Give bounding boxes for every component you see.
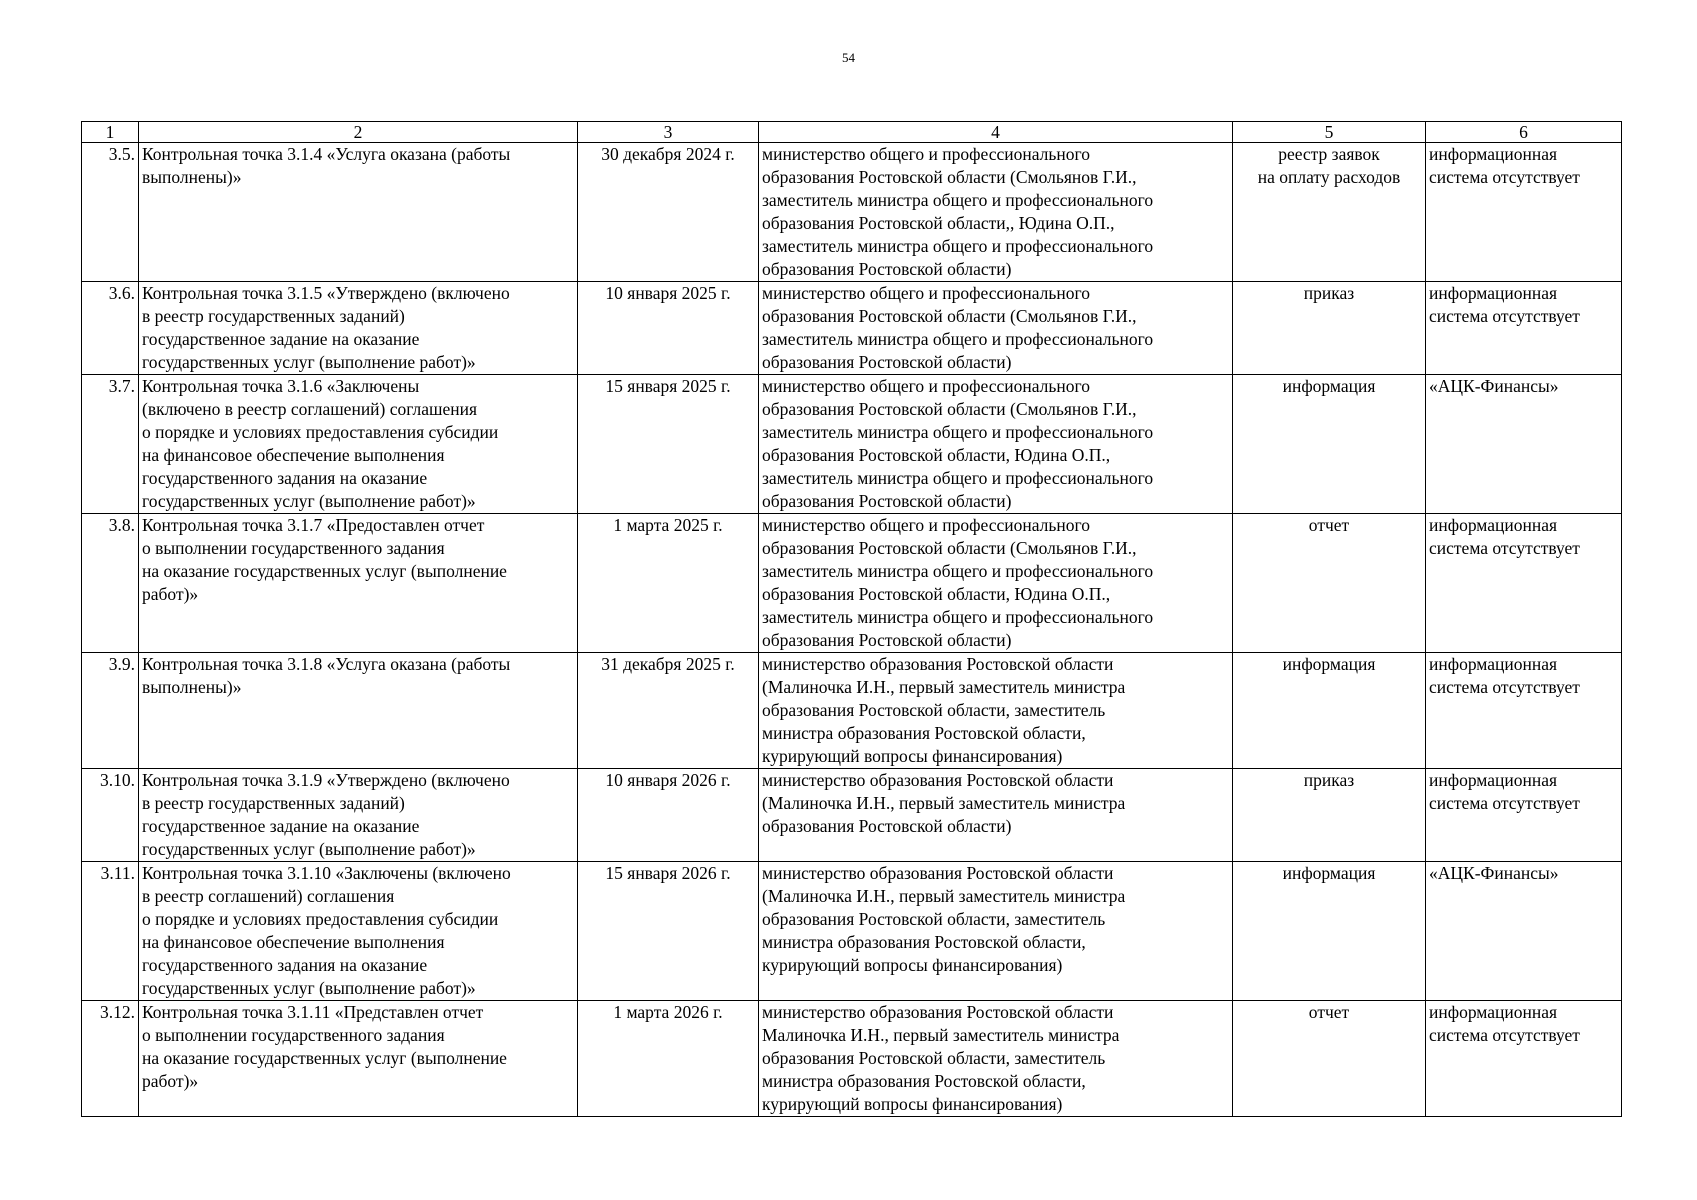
information-system-cell — [1426, 514, 1622, 653]
text-line: курирующий вопросы финансирования) — [762, 746, 1063, 766]
deadline-date-cell: 15 января 2025 г. — [578, 375, 759, 514]
information-system-cell — [1426, 862, 1622, 1001]
text-line: информационная — [1429, 1002, 1558, 1022]
text-line: министерство образования Ростовской области — [762, 1002, 1114, 1022]
text-line: работ)» — [142, 584, 199, 604]
text-line: заместитель министра общего и профессионального — [762, 607, 1154, 627]
control-point-name-cell — [139, 653, 578, 769]
text-line: государственных услуг (выполнение работ)» — [142, 352, 476, 372]
text-line: отчет — [1308, 1002, 1350, 1022]
text-line: информация — [1282, 863, 1376, 883]
information-system-cell — [1426, 769, 1622, 862]
text-line: государственных услуг (выполнение работ)» — [142, 839, 476, 859]
document-type-cell — [1233, 375, 1426, 514]
text-line: Контрольная точка 3.1.8 «Услуга оказана (работы — [142, 654, 511, 674]
text-line: отчет — [1308, 515, 1350, 535]
header-row — [82, 122, 1622, 143]
control-point-name-cell — [139, 282, 578, 375]
control-point-name-cell — [139, 514, 578, 653]
text-line: Малиночка И.Н., первый заместитель министра — [762, 1025, 1120, 1045]
responsible-cell — [759, 282, 1233, 375]
row-number-cell: 3.8. — [82, 514, 139, 653]
deadline-date-cell: 10 января 2026 г. — [578, 769, 759, 862]
text-line: образования Ростовской области,, Юдина О.П., — [762, 213, 1115, 233]
control-point-name-cell — [139, 862, 578, 1001]
responsible-cell — [759, 862, 1233, 1001]
deadline-date-cell: 10 января 2025 г. — [578, 282, 759, 375]
text-line: Контрольная точка 3.1.7 «Предоставлен отчет — [142, 515, 485, 535]
text-line: выполнены)» — [142, 677, 242, 697]
text-line: в реестр соглашений) соглашения — [142, 886, 395, 906]
text-line: государственное задание на оказание — [142, 329, 420, 349]
text-line: образования Ростовской области (Смольянов Г.И., — [762, 306, 1137, 326]
information-system-cell — [1426, 143, 1622, 282]
deadline-date-cell: 30 декабря 2024 г. — [578, 143, 759, 282]
deadline-date-cell: 15 января 2026 г. — [578, 862, 759, 1001]
document-type-cell — [1233, 862, 1426, 1001]
header-cell: 4 — [759, 122, 1233, 143]
text-line: министра образования Ростовской области, — [762, 932, 1086, 952]
text-line: государственного задания на оказание — [142, 955, 428, 975]
text-line: на финансовое обеспечение выполнения — [142, 445, 445, 465]
text-line: информационная — [1429, 515, 1558, 535]
text-line: министра образования Ростовской области, — [762, 723, 1086, 743]
control-point-name-cell — [139, 1001, 578, 1117]
text-line: государственного задания на оказание — [142, 468, 428, 488]
text-line: образования Ростовской области) — [762, 491, 1012, 511]
text-line: образования Ростовской области, Юдина О.П., — [762, 584, 1111, 604]
deadline-date-cell: 1 марта 2025 г. — [578, 514, 759, 653]
document-type-cell — [1233, 143, 1426, 282]
text-line: Контрольная точка 3.1.4 «Услуга оказана (работы — [142, 144, 511, 164]
document-type-cell — [1233, 514, 1426, 653]
text-line: на финансовое обеспечение выполнения — [142, 932, 445, 952]
text-line: министерство образования Ростовской области — [762, 654, 1114, 674]
text-line: Контрольная точка 3.1.6 «Заключены — [142, 376, 420, 396]
text-line: образования Ростовской области) — [762, 630, 1012, 650]
text-line: реестр заявок — [1278, 144, 1380, 164]
text-line: образования Ростовской области, заместитель — [762, 909, 1106, 929]
text-line: (включено в реестр соглашений) соглашения — [142, 399, 478, 419]
text-line: Контрольная точка 3.1.11 «Представлен отчет — [142, 1002, 484, 1022]
responsible-cell — [759, 375, 1233, 514]
text-line: государственных услуг (выполнение работ)» — [142, 978, 476, 998]
text-line: в реестр государственных заданий) — [142, 793, 405, 813]
document-type-cell — [1233, 769, 1426, 862]
text-line: система отсутствует — [1429, 1025, 1580, 1045]
text-line: система отсутствует — [1429, 793, 1580, 813]
text-line: о выполнении государственного задания — [142, 538, 445, 558]
text-line: министерство общего и профессионального — [762, 283, 1090, 303]
control-point-name-cell — [139, 769, 578, 862]
text-line: информационная — [1429, 770, 1558, 790]
text-line: выполнены)» — [142, 167, 242, 187]
text-line: (Малиночка И.Н., первый заместитель министра — [762, 677, 1126, 697]
text-line: система отсутствует — [1429, 677, 1580, 697]
text-line: курирующий вопросы финансирования) — [762, 955, 1063, 975]
table-body — [82, 143, 1622, 1117]
text-line: государственное задание на оказание — [142, 816, 420, 836]
row-number-cell: 3.9. — [82, 653, 139, 769]
deadline-date-cell: 1 марта 2026 г. — [578, 1001, 759, 1117]
table-row — [82, 1001, 1622, 1117]
text-line: на оплату расходов — [1257, 167, 1401, 187]
document-type-cell — [1233, 282, 1426, 375]
page-number: 54 — [842, 50, 855, 65]
text-line: образования Ростовской области (Смольянов Г.И., — [762, 399, 1137, 419]
table-row — [82, 375, 1622, 514]
text-line: заместитель министра общего и профессионального — [762, 468, 1154, 488]
information-system-cell — [1426, 1001, 1622, 1117]
control-points-table — [81, 121, 1622, 1117]
text-line: приказ — [1303, 283, 1355, 303]
table-row — [82, 143, 1622, 282]
header-cell: 2 — [139, 122, 578, 143]
text-line: информация — [1282, 654, 1376, 674]
text-line: образования Ростовской области, заместитель — [762, 700, 1106, 720]
text-line: работ)» — [142, 1071, 199, 1091]
text-line: о выполнении государственного задания — [142, 1025, 445, 1045]
header-cell: 1 — [82, 122, 139, 143]
text-line: Контрольная точка 3.1.5 «Утверждено (включено — [142, 283, 510, 303]
text-line: образования Ростовской области (Смольянов Г.И., — [762, 167, 1137, 187]
information-system-cell — [1426, 653, 1622, 769]
text-line: информационная — [1429, 283, 1558, 303]
information-system-cell — [1426, 282, 1622, 375]
text-line: заместитель министра общего и профессионального — [762, 190, 1154, 210]
row-number-cell: 3.10. — [82, 769, 139, 862]
row-number-cell: 3.6. — [82, 282, 139, 375]
control-point-name-cell — [139, 143, 578, 282]
text-line: Контрольная точка 3.1.10 «Заключены (включено — [142, 863, 511, 883]
text-line: образования Ростовской области) — [762, 259, 1012, 279]
text-line: «АЦК-Финансы» — [1429, 376, 1559, 396]
text-line: система отсутствует — [1429, 167, 1580, 187]
information-system-cell — [1426, 375, 1622, 514]
text-line: о порядке и условиях предоставления субсидии — [142, 422, 499, 442]
text-line: министерство общего и профессионального — [762, 515, 1090, 535]
text-line: о порядке и условиях предоставления субсидии — [142, 909, 499, 929]
text-line: министерство общего и профессионального — [762, 144, 1090, 164]
text-line: министерство образования Ростовской области — [762, 863, 1114, 883]
text-line: (Малиночка И.Н., первый заместитель министра — [762, 886, 1126, 906]
control-point-name-cell — [139, 375, 578, 514]
text-line: «АЦК-Финансы» — [1429, 863, 1559, 883]
text-line: министерство образования Ростовской области — [762, 770, 1114, 790]
text-line: (Малиночка И.Н., первый заместитель министра — [762, 793, 1126, 813]
document-type-cell — [1233, 653, 1426, 769]
text-line: система отсутствует — [1429, 306, 1580, 326]
table-row — [82, 769, 1622, 862]
responsible-cell — [759, 1001, 1233, 1117]
deadline-date-cell: 31 декабря 2025 г. — [578, 653, 759, 769]
text-line: образования Ростовской области (Смольянов Г.И., — [762, 538, 1137, 558]
text-line: на оказание государственных услуг (выполнение — [142, 1048, 507, 1068]
text-line: министра образования Ростовской области, — [762, 1071, 1086, 1091]
responsible-cell — [759, 653, 1233, 769]
text-line: информация — [1282, 376, 1376, 396]
header-cell: 5 — [1233, 122, 1426, 143]
responsible-cell — [759, 769, 1233, 862]
text-line: информационная — [1429, 144, 1558, 164]
row-number-cell: 3.12. — [82, 1001, 139, 1117]
text-line: заместитель министра общего и профессионального — [762, 329, 1154, 349]
table-row — [82, 514, 1622, 653]
text-line: система отсутствует — [1429, 538, 1580, 558]
table-row — [82, 653, 1622, 769]
text-line: министерство общего и профессионального — [762, 376, 1090, 396]
text-line: образования Ростовской области, Юдина О.П., — [762, 445, 1111, 465]
text-line: образования Ростовской области, заместитель — [762, 1048, 1106, 1068]
responsible-cell — [759, 143, 1233, 282]
text-line: курирующий вопросы финансирования) — [762, 1094, 1063, 1114]
text-line: в реестр государственных заданий) — [142, 306, 405, 326]
header-cell: 6 — [1426, 122, 1622, 143]
text-line: государственных услуг (выполнение работ)» — [142, 491, 476, 511]
row-number-cell: 3.7. — [82, 375, 139, 514]
text-line: образования Ростовской области) — [762, 352, 1012, 372]
row-number-cell: 3.11. — [82, 862, 139, 1001]
text-line: информационная — [1429, 654, 1558, 674]
text-line: на оказание государственных услуг (выполнение — [142, 561, 507, 581]
text-line: Контрольная точка 3.1.9 «Утверждено (включено — [142, 770, 510, 790]
responsible-cell — [759, 514, 1233, 653]
header-cell: 3 — [578, 122, 759, 143]
table-row — [82, 862, 1622, 1001]
text-line: приказ — [1303, 770, 1355, 790]
text-line: заместитель министра общего и профессионального — [762, 236, 1154, 256]
text-line: заместитель министра общего и профессионального — [762, 561, 1154, 581]
table-row — [82, 282, 1622, 375]
text-line: заместитель министра общего и профессионального — [762, 422, 1154, 442]
document-type-cell — [1233, 1001, 1426, 1117]
text-line: образования Ростовской области) — [762, 816, 1012, 836]
row-number-cell: 3.5. — [82, 143, 139, 282]
